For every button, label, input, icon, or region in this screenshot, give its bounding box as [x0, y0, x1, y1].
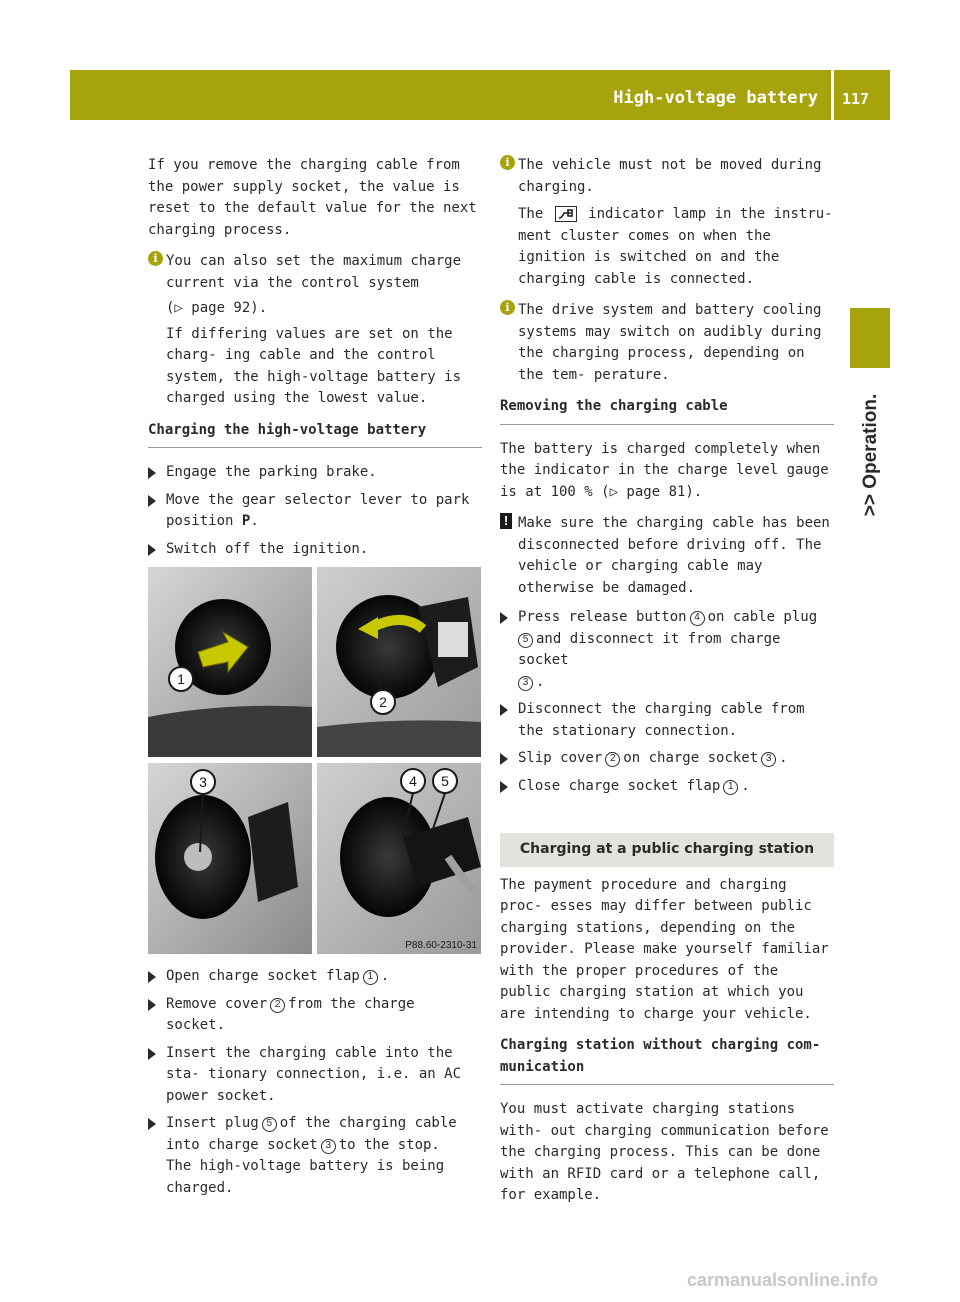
list-item: Press release button 4 on cable plug 5 and disconnect it from charge socket 3 .	[500, 607, 834, 693]
info-note: i You can also set the maximum charge current via the control system	[148, 251, 482, 294]
park-letter: P	[241, 513, 251, 529]
right-column	[500, 155, 834, 1217]
arrow-icon	[500, 612, 508, 624]
page-reference[interactable]: ▷ page 81).	[609, 483, 703, 500]
arrow-icon	[500, 753, 508, 765]
arrow-icon	[148, 467, 156, 479]
svg-text:4: 4	[409, 773, 417, 789]
svg-text:2: 2	[379, 694, 387, 710]
list-item: Switch off the ignition.	[148, 539, 482, 561]
left-column	[148, 155, 482, 566]
list-item: Move the gear selector lever to park position P.	[148, 490, 482, 533]
arrow-icon	[148, 1118, 156, 1130]
info-note: i The drive system and battery cooling systems may switch on audibly during the charging process, depending on the tem- perature.	[500, 300, 834, 386]
page-title: High-voltage battery	[613, 88, 818, 108]
callout-ref-4: 4	[690, 611, 705, 626]
callout-ref-3: 3	[518, 676, 533, 691]
figure-svg	[148, 567, 481, 954]
callout-ref-3: 3	[321, 1139, 336, 1154]
left-column-lower	[148, 966, 482, 1205]
page-number: 117	[842, 90, 870, 108]
charging-socket-figure	[148, 567, 481, 954]
info-icon: i	[500, 300, 515, 315]
arrow-icon	[148, 1048, 156, 1060]
callout-ref-1: 1	[723, 780, 738, 795]
paragraph: The battery is charged completely when the indicator in the charge level gauge is at 100 % (▷ page 81).	[500, 440, 829, 500]
section-heading: Charging the high-voltage battery	[148, 420, 482, 449]
paragraph: The payment procedure and charging proc- esses may differ between public charging stations, depending on the provider. Please make yourself familiar with the proper procedures of the public charging station at which you are intending to charge your vehicle.	[500, 876, 829, 1022]
photo-panel-4	[317, 763, 481, 954]
paragraph: You must activate charging stations with- out charging communication before the charging process. This can be done with an RFID card or a telephone call, for example.	[500, 1101, 829, 1203]
paragraph: If you remove the charging cable from the power supply socket, the value is reset to the default value for the next charging process.	[148, 157, 477, 238]
warning-note: ! Make sure the charging cable has been disconnected before driving off. The vehicle or charging cable may otherwise be damaged.	[500, 513, 834, 599]
callout-ref-5: 5	[262, 1117, 277, 1132]
svg-text:5: 5	[441, 773, 449, 789]
callout-ref-3: 3	[761, 752, 776, 767]
arrow-icon	[148, 999, 156, 1011]
section-tab	[850, 308, 890, 368]
arrow-icon	[500, 704, 508, 716]
list-item: Open charge socket flap 1 .	[148, 966, 482, 988]
section-heading: Removing the charging cable	[500, 396, 834, 425]
photo-panel-2	[317, 567, 481, 757]
header-separator	[831, 70, 834, 120]
arrow-icon	[148, 971, 156, 983]
arrow-icon	[148, 544, 156, 556]
svg-text:1: 1	[177, 671, 185, 687]
svg-text:3: 3	[199, 774, 207, 790]
arrow-icon	[148, 495, 156, 507]
list-item: Disconnect the charging cable from the stationary connection.	[500, 699, 834, 742]
charging-indicator-icon	[555, 206, 577, 222]
photo-panel-3	[148, 763, 312, 954]
watermark: carmanualsonline.info	[686, 1270, 878, 1290]
info-note-text: The indicator lamp in the instru- ment cluster comes on when the ignition is switched on and the charging cable is connected.	[518, 206, 833, 287]
list-item: Slip cover 2 on charge socket 3 .	[500, 748, 834, 770]
list-item: Close charge socket flap 1 .	[500, 776, 834, 798]
info-note-text: If differing values are set on the charg- ing cable and the control system, the high-voltage battery is charged using the lowest value.	[166, 325, 462, 406]
list-item: Insert the charging cable into the sta- tionary connection, i.e. an AC power socket.	[148, 1043, 482, 1108]
info-icon: i	[500, 155, 515, 170]
callout-ref-5: 5	[518, 633, 533, 648]
list-item: Remove cover 2 from the charge socket.	[148, 994, 482, 1037]
callout-ref-2: 2	[605, 752, 620, 767]
section-heading: Charging station without charging com- munication	[500, 1035, 834, 1085]
page-reference[interactable]: (▷ page 92).	[166, 300, 268, 316]
info-note: i The vehicle must not be moved during charging.	[500, 155, 834, 198]
list-item: Insert plug 5 of the charging cable into charge socket 3 to the stop. The high-voltage battery is being charged.	[148, 1113, 482, 1199]
arrow-icon	[500, 781, 508, 793]
photo-panel-1	[148, 567, 312, 757]
warning-icon: !	[500, 513, 512, 529]
list-item: Engage the parking brake.	[148, 462, 482, 484]
figure-code: P88.60-2310-31	[405, 940, 477, 951]
callout-ref-1: 1	[363, 970, 378, 985]
info-icon: i	[148, 251, 163, 266]
callout-ref-2: 2	[270, 998, 285, 1013]
section-label: >> Operation.	[860, 393, 881, 517]
subsection-heading: Charging at a public charging station	[500, 833, 834, 867]
